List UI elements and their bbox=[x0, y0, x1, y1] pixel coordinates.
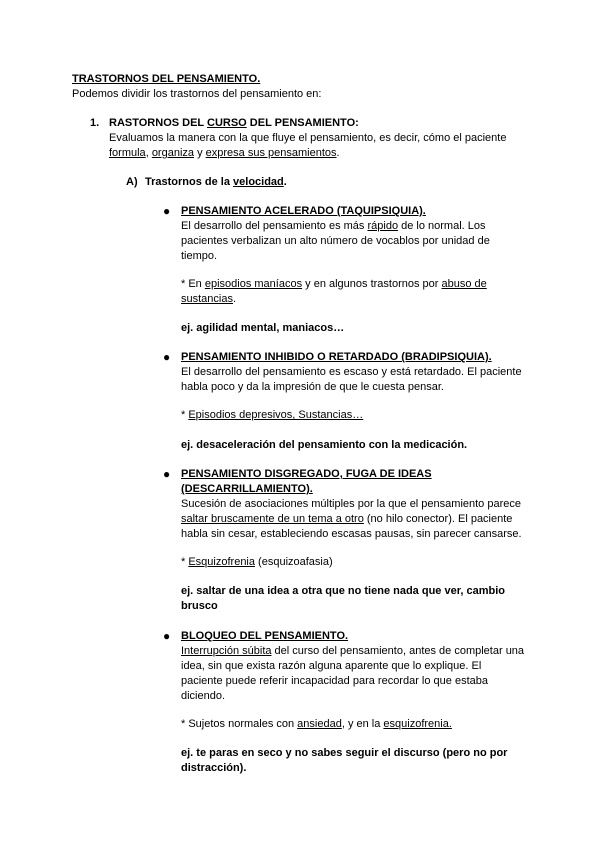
item-text: pacientes verbalizan un alto número de vocablos por unidad de bbox=[181, 235, 490, 247]
subsection-label: A) bbox=[126, 176, 138, 188]
item-text: paciente puede referir incapacidad para recordar lo que estaba bbox=[181, 675, 488, 687]
item-example: ej. te paras en seco y no sabes seguir el discurso (pero no por bbox=[181, 747, 508, 759]
item-text: Interrupción súbita del curso del pensamiento, antes de completar una bbox=[181, 645, 525, 657]
bullet-icon: ● bbox=[163, 350, 171, 364]
section-heading: RASTORNOS DEL CURSO DEL PENSAMIENTO: bbox=[109, 117, 359, 129]
section-number: 1. bbox=[90, 117, 100, 129]
bullet-icon: ● bbox=[163, 629, 171, 643]
item-text: habla sin cesar, estableciendo escasas pausas, sin parecer cansarse. bbox=[181, 528, 522, 540]
item-title: BLOQUEO DEL PENSAMIENTO. bbox=[181, 630, 349, 642]
item-text: El desarrollo del pensamiento es más rápido de lo normal. Los bbox=[181, 220, 486, 232]
item-note: * Sujetos normales con ansiedad, y en la esquizofrenia. bbox=[181, 718, 452, 730]
item-text: diciendo. bbox=[181, 690, 226, 702]
item-note: sustancias. bbox=[181, 293, 237, 305]
item-example: brusco bbox=[181, 600, 218, 612]
item-title: PENSAMIENTO ACELERADO (TAQUIPSIQUIA). bbox=[181, 205, 426, 217]
item-note: * Esquizofrenia (esquizoafasia) bbox=[181, 556, 333, 568]
bullet-icon: ● bbox=[163, 204, 171, 218]
item-example: distracción). bbox=[181, 762, 247, 774]
item-title: (DESCARRILLAMIENTO). bbox=[181, 483, 313, 495]
item-example: ej. saltar de una idea a otra que no tiene nada que ver, cambio bbox=[181, 585, 505, 597]
item-note: * Episodios depresivos, Sustancias… bbox=[181, 409, 364, 421]
doc-title: TRASTORNOS DEL PENSAMIENTO. bbox=[72, 73, 261, 85]
item-example: ej. agilidad mental, maniacos… bbox=[181, 322, 345, 334]
item-title: PENSAMIENTO INHIBIDO O RETARDADO (BRADIPSIQUIA). bbox=[181, 351, 492, 363]
section-desc-line1: Evaluamos la manera con la que fluye el pensamiento, es decir, cómo el paciente bbox=[109, 132, 507, 144]
item-text: idea, sin que exista razón alguna aparente que lo explique. El bbox=[181, 660, 482, 672]
item-text: El desarrollo del pensamiento es escaso y está retardado. El paciente bbox=[181, 366, 522, 378]
item-text: habla poco y da la impresión de que le cuesta pensar. bbox=[181, 381, 444, 393]
item-title: PENSAMIENTO DISGREGADO, FUGA DE IDEAS bbox=[181, 468, 432, 480]
section-desc-line2: formula, organiza y expresa sus pensamientos. bbox=[109, 147, 340, 159]
item-example: ej. desaceleración del pensamiento con la medicación. bbox=[181, 439, 468, 451]
intro-text: Podemos dividir los trastornos del pensamiento en: bbox=[72, 88, 322, 100]
item-note: * En episodios maníacos y en algunos trastornos por abuso de bbox=[181, 278, 487, 290]
item-text: saltar bruscamente de un tema a otro (no hilo conector). El paciente bbox=[181, 513, 513, 525]
item-text: Sucesión de asociaciones múltiples por la que el pensamiento parece bbox=[181, 498, 521, 510]
bullet-icon: ● bbox=[163, 467, 171, 481]
item-text: tiempo. bbox=[181, 250, 218, 262]
subsection-heading: Trastornos de la velocidad. bbox=[145, 176, 287, 188]
